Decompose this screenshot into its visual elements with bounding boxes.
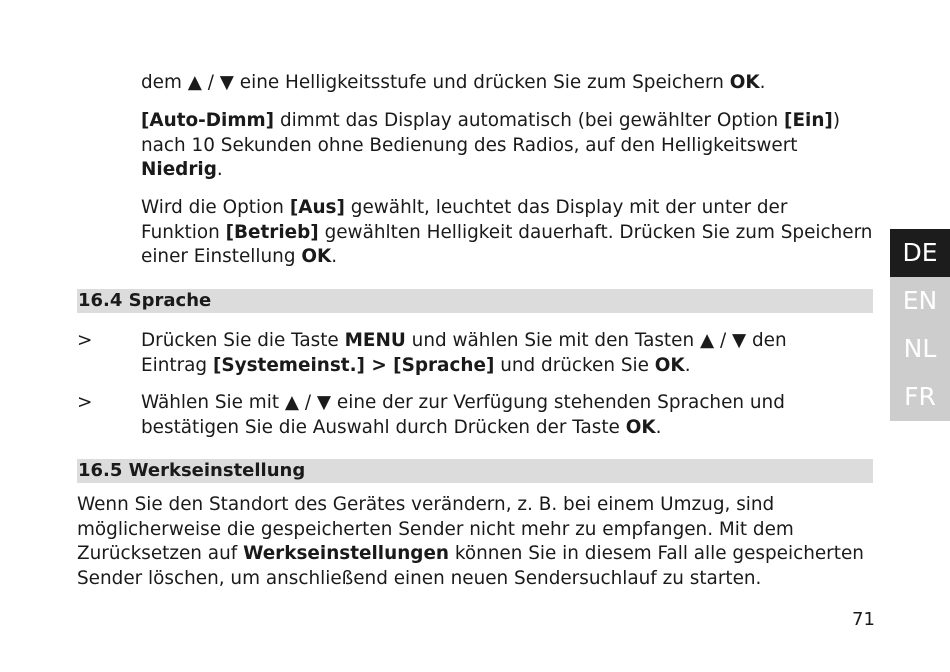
value-niedrig: Niedrig — [141, 159, 217, 180]
option-ein: [Ein] — [784, 110, 833, 131]
language-tab-de: DE — [890, 229, 950, 277]
paragraph-option-aus — [141, 196, 881, 270]
text-run: Drücken Sie die Taste — [141, 330, 345, 351]
text-run: Wird die Option — [141, 197, 290, 218]
text-run: . — [759, 72, 766, 93]
paragraph-factory-reset — [77, 493, 877, 591]
text-run: gewählt, leuchtet das Display mit der unter der — [344, 197, 788, 218]
text-run: ) — [832, 110, 841, 131]
page-number: 71 — [852, 609, 875, 630]
text-run: . — [216, 159, 223, 180]
option-betrieb: [Betrieb] — [225, 221, 319, 243]
option-auto-dimm: [Auto-Dimm] — [141, 110, 275, 131]
text-run: gewählten Helligkeit dauerhaft. Drücken Sie zum Speichern — [318, 221, 873, 243]
section-heading-werkseinstellung: 16.5 Werkseinstellung — [78, 460, 306, 481]
text-run: Zurücksetzen auf — [77, 543, 244, 564]
paragraph-brightness-step — [141, 71, 881, 96]
ok-key-label: OK — [301, 246, 332, 267]
language-tab-en: EN — [890, 277, 950, 325]
text-run: und drücken Sie — [494, 354, 655, 376]
language-tab-nl: NL — [890, 325, 950, 373]
language-tab-fr: FR — [890, 373, 950, 421]
language-tabs — [890, 229, 950, 421]
text-run: . — [331, 246, 338, 267]
list-item-menu-instruction — [141, 329, 881, 378]
text-run: einer Einstellung — [141, 246, 302, 267]
bullet-marker: > — [77, 330, 93, 351]
ok-key-label: OK — [654, 354, 685, 376]
option-werkseinstellungen: Werkseinstellungen — [243, 543, 450, 564]
text-run: möglicherweise die gespeicherten Sender nicht mehr zu empfangen. Mit dem — [77, 518, 794, 540]
text-run: Funktion — [141, 221, 226, 243]
ok-key-label: OK — [625, 416, 656, 438]
text-run: und wählen Sie mit den Tasten ▲ / ▼ den — [405, 330, 787, 351]
text-run: dimmt das Display automatisch (bei gewählter Option — [274, 110, 785, 131]
paragraph-auto-dimm — [141, 109, 881, 183]
text-run: Eintrag — [141, 354, 213, 376]
text-run: Sender löschen, um anschließend einen neuen Sendersuchlauf zu starten. — [77, 567, 762, 589]
text-run: . — [684, 354, 691, 376]
section-heading-sprache: 16.4 Sprache — [78, 290, 212, 311]
menu-path: [Systemeinst.] > [Sprache] — [212, 354, 495, 376]
option-aus: [Aus] — [289, 197, 345, 218]
bullet-marker: > — [77, 392, 93, 413]
text-run: Wenn Sie den Standort des Gerätes verändern, z. B. bei einem Umzug, sind — [77, 494, 775, 515]
text-run: dem ▲ / ▼ eine Helligkeitsstufe und drücken Sie zum Speichern — [141, 72, 730, 93]
text-run: Wählen Sie mit ▲ / ▼ eine der zur Verfügung stehenden Sprachen und — [141, 392, 785, 413]
text-run: nach 10 Sekunden ohne Bedienung des Radios, auf den Helligkeitswert — [141, 134, 798, 156]
text-run: bestätigen Sie die Auswahl durch Drücken der Taste — [141, 416, 626, 438]
list-item-language-select — [141, 391, 881, 440]
menu-key-label: MENU — [344, 330, 406, 351]
text-run: können Sie in diesem Fall alle gespeicherten — [449, 543, 864, 564]
text-run: . — [655, 416, 662, 438]
ok-key-label: OK — [729, 72, 760, 93]
